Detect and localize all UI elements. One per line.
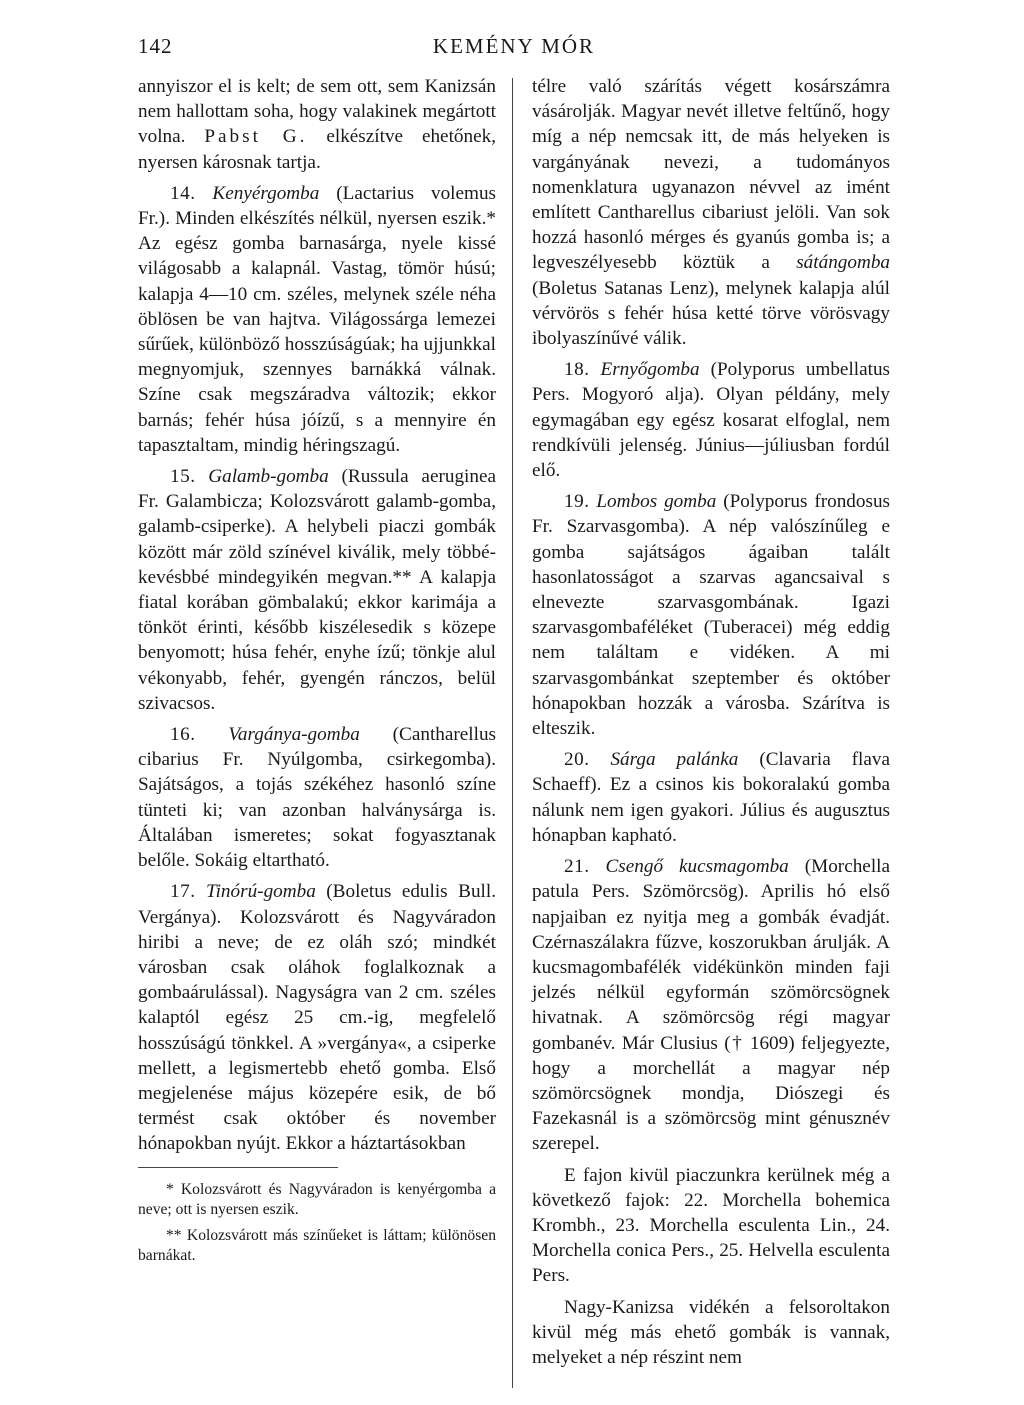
entry-14: 14. Kenyérgomba (Lactarius volemus Fr.). Minden elkészítés nélkül, nyersen eszik.* Az egész gomba barnasárga, nyele kissé világosabb a kalapnál. Vastag, tömör húsú; kalapja 4—10 cm. széles, melynek széle néha öblösen be van hajtva. Világossárga lemezei sűrűek, különböző hosszúságúak; ha ujjunkkal megnyomjuk, szennyes barnákká válnak. Színe csak megszáradva változik; ekkor barnás; fehér húsa jóízű, s a mennyire én tapasztaltam, mindig héringszagú. [138,182,497,456]
entry-title: Ernyőgomba [600,359,700,381]
column-divider [512,78,513,1388]
page-header [138,34,890,64]
entry-title: Lombos gomba [596,491,717,513]
entry-title: Galamb-gomba [208,466,329,488]
entry-19: 19. Lombos gomba (Polyporus frondosus Fr. Szarvasgomba). A nép valószínűleg e gomba sajátságos ágaiban talált hasonlatosságot a szarvas agancsaival s elnevezte szarvasgombának. Igazi szarvasgombaféléket (Tuberacei) még eddig nem találtam e vidéken. A mi szarvasgombánkat szeptember és október hónapokban hozzák a városba. Szárítva is elteszik. [532,491,891,740]
page-number: 142 [138,34,173,58]
paragraph: Nagy-Kanizsa vidékén a felsoroltakon kivül még más ehető gombák is vannak, melyeket a nép részint nem [532,1296,890,1368]
left-column [138,74,496,1266]
entry-title: sátángomba [796,252,891,274]
entry-16: 16. Vargánya-gomba (Cantharellus cibarius Fr. Nyúlgomba, csirkegomba). Sajátságos, a tojás székéhez hasonló színe tünteti ki; van azonban halványsárga is. Általában ismeretes; sokat fogyasztanak belőle. Sokáig eltartható. [138,724,497,872]
footnote-rule [138,1167,338,1168]
entry-title: Kenyérgomba [212,182,320,204]
entry-title: Sárga palánka [610,749,739,771]
running-title: KEMÉNY MÓR [432,34,596,58]
entry-17: 17. Tinórú-gomba (Boletus edulis Bull. Vergánya). Kolozsvárott és Nagyváradon hiribi a neve; de ez oláh szó; mindkét városban csak oláhok foglalkoznak a gombaárulással). Nagyságra van 2 cm. széles kalaptól egész 25 cm.-ig, megfelelő hosszúságú tönkkel. A »vergánya«, a csiperke mellett, a legismertebb ehető gomba. Első megjelenése május közepére esik, de bő termést csak október és november hónapokban nyújt. Ekkor a háztartásokban [138,881,496,1155]
paragraph-continuation: télre való szárítás végett kosárszámra vásárolják. Magyar nevét illetve feltűnő, hogy míg a nép nemcsak itt, de más helyeken is vargányának nevezi, a tudományos nomenklatura ugyanazon névvel az imént említett Cantharellus cibariust jelöli. Van sok hozzá hasonló mérges és gyanús gomba is; a legveszélyesebb köztük a sátángomba (Boletus Satanas Lenz), melynek kalapja alúl vérvörös s fehér húsa ketté törve vörösvagy ibolyaszínűvé válik. [532,76,891,350]
entry-title: Tinórú-gomba [205,881,316,903]
entry-20: 20. Sárga palánka (Clavaria flava Schaeff). Ez a csinos kis bokoralakú gomba nálunk nem igen gyakori. Július és augusztus hónapban kapható. [532,749,891,846]
footnote: * Kolozsvárott és Nagyváradon is kenyérgomba a neve; ott is nyersen eszik. [138,1180,496,1218]
footnote: ** Kolozsvárott más színűeket is láttam; különösen barnákat. [138,1226,496,1264]
footnotes [138,1180,496,1266]
paragraph-continuation: annyiszor el is kelt; de sem ott, sem Kanizsán nem hallottam soha, hogy valakinek megártott volna. Pabst G. elkészítve ehetőnek, nyersen károsnak tartja. [138,76,496,173]
entry-title: Csengő kucsmagomba [605,856,789,878]
entry-21: 21. Csengő kucsmagomba (Morchella patula Pers. Szömörcsög). Aprilis hó első napjaiban ez nyitja meg a gombák évadját. Czérnaszálakra fűzve, koszorukban árulják. A kucsmagombafélék vidékünkön minden faji jelzés nélkül egyformán szömörcsögnek hivatnak. A szömörcsög régi magyar gombanév. Már Clusius († 1609) feljegyezte, hogy a morchellát a magyar nép szömörcsögnek mondja, Diószegi és Fazekasnál is a szömörcsög mint génusznév szerepel. [532,856,891,1155]
paragraph: E fajon kivül piaczunkra kerülnek még a következő fajok: 22. Morchella bohemica Krombh., 23. Morchella esculenta Lin., 24. Morchella conica Pers., 25. Helvella esculenta Pers. [532,1164,890,1287]
author-name: Pabst G. [204,126,308,148]
entry-18: 18. Ernyőgomba (Polyporus umbellatus Pers. Mogyoró alja). Olyan példány, mely egymagában egy egész kosarat elfoglal, nem rendkívüli jelenség. Június—júliusban fordúl elő. [532,359,891,482]
entry-title: Vargánya-gomba [228,724,360,746]
entry-15: 15. Galamb-gomba (Russula aeruginea Fr. Galambicza; Kolozsvárott galamb-gomba, galamb-csiperke). A helybeli piaczi gombák között már zöld színével kiválik, mely többé-kevésbbé mindegyikén megvan.** A kalapja fiatal korában gömbalakú; ekkor karimája a tönköt érinti, később kiszélesedik s közepe benyomott; húsa fehér, enyhe ízű; tönkje alul vékonyabb, fehér, gyengén ránczos, belül szivacsos. [138,466,496,714]
right-column [532,74,890,1370]
